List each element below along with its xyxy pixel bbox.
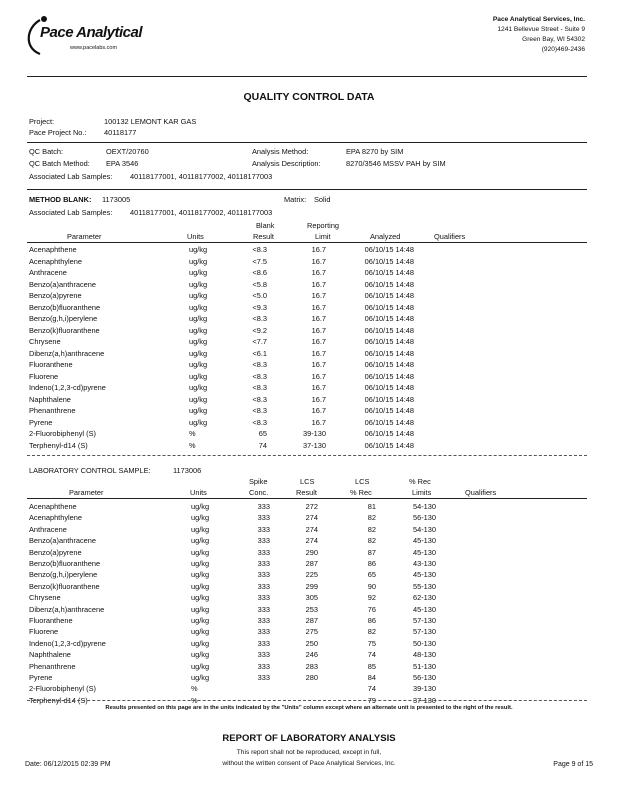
company-name: Pace Analytical Services, Inc. [492,16,585,23]
blank-parameter: Terphenyl-d14 (S) [29,440,88,450]
blank-parameter: Dibenz(a,h)anthracene [29,348,105,358]
company-logo-url: www.pacelabs.com [70,45,118,51]
lcs-percent-rec: 81 [367,502,376,511]
blank-header-divider [27,242,587,243]
blank-result: <8.3 [252,245,267,254]
blank-units: ug/kg [189,291,208,300]
blank-reporting-limit: 16.7 [311,360,326,369]
blank-units: ug/kg [189,394,208,404]
blank-parameter: 2-Fluorobiphenyl (S) [29,429,96,438]
blank-units: ug/kg [189,245,208,254]
lcs-spike-conc: 333 [257,536,270,546]
qc-batch-method-label: QC Batch Method: [29,159,90,168]
section-divider [27,142,587,143]
blank-parameter: Fluorene [29,371,59,381]
project-label: Project: [29,117,55,126]
blank-analyzed: 06/10/15 14:48 [364,291,414,300]
lcs-col-limits-bottom: Limits [412,488,432,497]
lcs-percent-rec: 84 [367,673,376,682]
blank-analyzed: 06/10/15 14:48 [364,302,414,312]
lcs-result: 246 [305,650,318,660]
blank-analyzed: 06/10/15 14:48 [364,440,414,450]
blank-parameter: Benzo(k)fluoranthene [29,325,100,335]
lcs-result: 274 [305,536,318,546]
blank-units: ug/kg [189,302,208,312]
lcs-percent-rec: 65 [367,570,376,580]
lcs-units: % [191,695,198,705]
lcs-col-parameter: Parameter [69,488,104,497]
lcs-percent-rec: 85 [367,661,376,671]
method-blank-label: METHOD BLANK: [29,195,92,204]
lcs-rec-limits: 57-130 [412,616,436,625]
blank-units: ug/kg [189,417,208,427]
blank-reporting-limit: 16.7 [311,417,326,427]
lcs-spike-conc: 333 [257,593,270,603]
lcs-parameter: Fluorene [29,627,59,637]
lcs-parameter: Chrysene [29,593,61,603]
lcs-units: ug/kg [191,627,210,637]
lcs-result: 283 [305,661,318,671]
blank-col-limit-top: Reporting [307,221,340,230]
lcs-units: ug/kg [191,593,210,603]
associated-samples-label: Associated Lab Samples: [29,172,113,181]
blank-col-qualifiers: Qualifiers [434,232,466,241]
lcs-percent-rec: 82 [367,524,376,534]
section-divider [27,189,587,190]
blank-analyzed: 06/10/15 14:48 [364,371,414,381]
blank-analyzed: 06/10/15 14:48 [364,256,414,266]
blank-parameter: Indeno(1,2,3-cd)pyrene [29,383,106,392]
lcs-rec-limits: 51-130 [412,661,436,671]
blank-result: <8.3 [252,406,267,415]
lcs-percent-rec: 87 [367,547,376,557]
blank-result: <5.8 [252,279,267,289]
blank-reporting-limit: 16.7 [311,279,326,289]
lcs-result: 272 [305,502,318,511]
blank-result: <7.7 [252,337,267,346]
project-value: 100132 LEMONT KAR GAS [104,117,197,126]
blank-analyzed: 06/10/15 14:48 [364,348,414,358]
blank-reporting-limit: 16.7 [311,268,326,277]
lcs-parameter: Pyrene [29,673,53,682]
lcs-spike-conc: 333 [257,638,270,648]
lcs-parameter: Dibenz(a,h)anthracene [29,604,105,614]
analysis-method-value: EPA 8270 by SIM [346,147,404,156]
lcs-units: ug/kg [191,524,210,534]
matrix-label: Matrix: [284,195,307,204]
lcs-rec-limits: 62-130 [412,593,436,603]
blank-result: <9.3 [252,302,267,312]
lcs-units: ug/kg [191,570,210,580]
document-title: QUALITY CONTROL DATA [243,91,375,103]
blank-result: <7.5 [252,256,267,266]
address-line-1: 1241 Bellevue Street - Suite 9 [497,26,585,33]
blank-analyzed: 06/10/15 14:48 [364,406,414,415]
qc-batch-value: OEXT/20760 [106,147,149,156]
lcs-parameter: Acenaphthylene [29,513,83,523]
blank-analyzed: 06/10/15 14:48 [364,394,414,404]
lcs-result: 275 [305,627,318,637]
blank-analyzed: 06/10/15 14:48 [364,429,414,438]
lcs-units: ug/kg [191,661,210,671]
blank-units: ug/kg [189,314,208,323]
associated-samples-value: 40118177001, 40118177002, 40118177003 [130,172,273,181]
blank-parameter: Benzo(g,h,i)perylene [29,314,98,323]
lcs-col-qualifiers: Qualifiers [465,488,497,497]
report-date: Date: 06/12/2015 02:39 PM [25,761,111,768]
section-divider [27,700,587,701]
blank-result: <8.3 [252,417,267,427]
blank-reporting-limit: 39-130 [302,429,326,438]
lcs-percent-rec: 82 [367,536,376,546]
lcs-units: ug/kg [191,616,210,625]
blank-reporting-limit: 16.7 [311,394,326,404]
lcs-spike-conc: 333 [257,581,270,591]
blank-units: % [189,440,196,450]
lcs-result: 274 [305,513,318,523]
blank-parameter: Benzo(a)anthracene [29,279,96,289]
blank-col-parameter: Parameter [67,232,102,241]
blank-units: ug/kg [189,279,208,289]
blank-analyzed: 06/10/15 14:48 [364,417,414,427]
reproduction-notice-1: This report shall not be reproduced, except in full, [236,749,382,756]
blank-parameter: Acenaphthene [29,245,77,254]
blank-result: <8.3 [252,371,267,381]
blank-analyzed: 06/10/15 14:48 [364,245,414,254]
blank-result: 74 [258,440,267,450]
lcs-rec-limits: 39-130 [412,684,436,694]
lcs-parameter: Terphenyl-d14 (S) [29,695,88,705]
reproduction-notice-2: without the written consent of Pace Analytical Services, Inc. [222,760,396,767]
lcs-parameter: Acenaphthene [29,502,77,511]
lcs-rec-limits: 55-130 [412,581,436,591]
blank-units: ug/kg [189,360,208,369]
lcs-percent-rec: 82 [367,627,376,637]
lcs-col-result-top: LCS [300,477,315,486]
company-phone: (920)469-2436 [541,46,585,53]
lcs-parameter: Benzo(b)fluoranthene [29,559,101,568]
blank-analyzed: 06/10/15 14:48 [364,337,414,346]
lcs-result: 250 [305,638,318,648]
lcs-spike-conc: 333 [257,559,270,568]
lcs-result: 253 [305,604,318,614]
lcs-col-rec-top: LCS [355,477,370,486]
lcs-col-spike-bottom: Conc. [249,488,269,497]
lcs-col-rec-bottom: % Rec [350,488,372,497]
blank-units: ug/kg [189,383,208,392]
blank-parameter: Benzo(b)fluoranthene [29,302,101,312]
lcs-percent-rec: 82 [367,513,376,523]
lcs-result: 305 [305,593,318,603]
lcs-percent-rec: 90 [367,581,376,591]
blank-result: <8.3 [252,314,267,323]
lcs-parameter: Benzo(k)fluoranthene [29,581,100,591]
lcs-percent-rec: 79 [367,695,376,705]
lcs-parameter: Benzo(g,h,i)perylene [29,570,98,580]
analysis-description-value: 8270/3546 MSSV PAH by SIM [346,159,446,168]
blank-parameter: Phenanthrene [29,406,76,415]
lcs-percent-rec: 86 [367,559,376,568]
lcs-parameter: 2-Fluorobiphenyl (S) [29,684,96,694]
blank-col-result-top: Blank [256,221,275,230]
blank-reporting-limit: 16.7 [311,245,326,254]
lcs-spike-conc: 333 [257,547,270,557]
lcs-rec-limits: 45-130 [412,547,436,557]
lcs-label: LABORATORY CONTROL SAMPLE: [29,466,151,475]
lcs-col-limits-top: % Rec [409,477,431,486]
lcs-spike-conc: 333 [257,570,270,580]
lcs-units: % [191,684,198,694]
blank-reporting-limit: 16.7 [311,314,326,323]
blank-parameter: Benzo(a)pyrene [29,291,82,300]
analysis-description-label: Analysis Description: [252,159,321,168]
blank-result: <6.1 [252,348,267,358]
lcs-header-divider [27,498,587,499]
lcs-units: ug/kg [191,673,210,682]
lcs-rec-limits: 57-130 [412,627,436,637]
lcs-parameter: Anthracene [29,524,67,534]
lcs-units: ug/kg [191,581,210,591]
company-logo-text: Pace Analytical [40,24,143,41]
lcs-parameter: Indeno(1,2,3-cd)pyrene [29,638,106,648]
lcs-col-spike-top: Spike [249,477,268,486]
blank-units: ug/kg [189,348,208,358]
lcs-spike-conc: 333 [257,627,270,637]
blank-reporting-limit: 16.7 [311,348,326,358]
lcs-units: ug/kg [191,536,210,546]
lcs-units: ug/kg [191,502,210,511]
blank-analyzed: 06/10/15 14:48 [364,268,414,277]
matrix-value: Solid [314,195,331,204]
blank-units: ug/kg [189,325,208,335]
blank-parameter: Anthracene [29,268,67,277]
lcs-percent-rec: 74 [367,650,376,660]
blank-analyzed: 06/10/15 14:48 [364,279,414,289]
blank-units: ug/kg [189,268,208,277]
blank-reporting-limit: 16.7 [311,291,326,300]
lcs-spike-conc: 333 [257,513,270,523]
blank-units: ug/kg [189,371,208,381]
lcs-result: 225 [305,570,318,580]
blank-units: ug/kg [189,406,208,415]
lcs-result: 287 [305,559,318,568]
blank-parameter: Acenaphthylene [29,256,83,266]
blank-reporting-limit: 16.7 [311,256,326,266]
qc-batch-method-value: EPA 3546 [106,159,139,168]
blank-result: <8.3 [252,360,267,369]
units-footnote: Results presented on this page are in the units indicated by the "Units" column except where an alternate unit is presented to the right of the result. [105,705,513,711]
lcs-rec-limits: 56-130 [412,673,436,682]
lcs-units: ug/kg [191,604,210,614]
lcs-rec-limits: 43-130 [412,559,436,568]
lcs-spike-conc: 333 [257,524,270,534]
lcs-rec-limits: 54-130 [412,502,436,511]
lcs-parameter: Phenanthrene [29,661,76,671]
lcs-spike-conc: 333 [257,502,270,511]
lcs-rec-limits: 56-130 [412,513,436,523]
blank-result: <8.6 [252,268,267,277]
blank-analyzed: 06/10/15 14:48 [364,325,414,335]
lcs-rec-limits: 54-130 [412,524,436,534]
lcs-parameter: Fluoranthene [29,616,73,625]
blank-reporting-limit: 37-130 [302,440,326,450]
blank-col-result-bottom: Result [253,232,274,241]
blank-col-analyzed: Analyzed [370,232,401,241]
blank-reporting-limit: 16.7 [311,302,326,312]
blank-parameter: Chrysene [29,337,61,346]
method-blank-id: 1173005 [102,195,131,204]
page-number: Page 9 of 15 [553,761,593,768]
blank-result: 65 [258,429,267,438]
company-address-block [493,15,585,55]
lcs-percent-rec: 92 [367,593,376,603]
lcs-units: ug/kg [191,513,210,523]
lcs-result: 280 [305,673,318,682]
blank-reporting-limit: 16.7 [311,383,326,392]
lcs-rec-limits: 45-130 [412,536,436,546]
blank-col-limit-bottom: Limit [315,232,331,241]
lcs-spike-conc: 333 [257,650,270,660]
section-divider [27,455,587,456]
blank-parameter: Pyrene [29,417,53,427]
lcs-spike-conc: 333 [257,673,270,682]
lcs-result: 290 [305,547,318,557]
lcs-col-units: Units [190,488,207,497]
lcs-parameter: Benzo(a)anthracene [29,536,96,546]
lcs-rec-limits: 45-130 [412,604,436,614]
blank-result: <8.3 [252,383,267,392]
lcs-spike-conc: 333 [257,604,270,614]
lcs-spike-conc: 333 [257,661,270,671]
blank-result: <5.0 [252,291,267,300]
lcs-units: ug/kg [191,559,210,568]
lcs-result: 287 [305,616,318,625]
pace-project-value: 40118177 [104,128,137,137]
lcs-percent-rec: 75 [367,638,376,648]
blank-units: ug/kg [189,337,208,346]
blank-col-units: Units [187,232,204,241]
blank-analyzed: 06/10/15 14:48 [364,383,414,392]
lcs-percent-rec: 74 [367,684,376,694]
analysis-method-label: Analysis Method: [252,147,309,156]
lcs-units: ug/kg [191,638,210,648]
blank-reporting-limit: 16.7 [311,406,326,415]
lcs-units: ug/kg [191,650,210,660]
blank-units: % [189,429,196,438]
lcs-spike-conc: 333 [257,616,270,625]
blank-analyzed: 06/10/15 14:48 [364,314,414,323]
lcs-percent-rec: 76 [367,604,376,614]
report-title: REPORT OF LABORATORY ANALYSIS [222,733,396,744]
lcs-parameter: Benzo(a)pyrene [29,547,82,557]
blank-reporting-limit: 16.7 [311,337,326,346]
blank-associated-samples-value: 40118177001, 40118177002, 40118177003 [130,208,273,217]
lcs-units: ug/kg [191,547,210,557]
lcs-percent-rec: 86 [367,616,376,625]
lcs-rec-limits: 45-130 [412,570,436,580]
lcs-result: 299 [305,581,318,591]
blank-parameter: Naphthalene [29,394,71,404]
address-line-2: Green Bay, WI 54302 [522,36,585,43]
blank-units: ug/kg [189,256,208,266]
lcs-rec-limits: 48-130 [412,650,436,660]
lcs-rec-limits: 50-130 [412,638,436,648]
blank-analyzed: 06/10/15 14:48 [364,360,414,369]
blank-reporting-limit: 16.7 [311,371,326,381]
lcs-rec-limits: 37-130 [412,695,436,705]
lcs-parameter: Naphthalene [29,650,71,660]
pace-project-label: Pace Project No.: [29,128,87,137]
header-divider [27,76,587,77]
qc-batch-label: QC Batch: [29,147,64,156]
blank-associated-samples-label: Associated Lab Samples: [29,208,113,217]
blank-result: <8.3 [252,394,267,404]
blank-reporting-limit: 16.7 [311,325,326,335]
lcs-id: 1173006 [173,466,202,475]
blank-result: <9.2 [252,325,267,335]
blank-parameter: Fluoranthene [29,360,73,369]
lcs-result: 274 [305,524,318,534]
lcs-col-result-bottom: Result [296,488,317,497]
